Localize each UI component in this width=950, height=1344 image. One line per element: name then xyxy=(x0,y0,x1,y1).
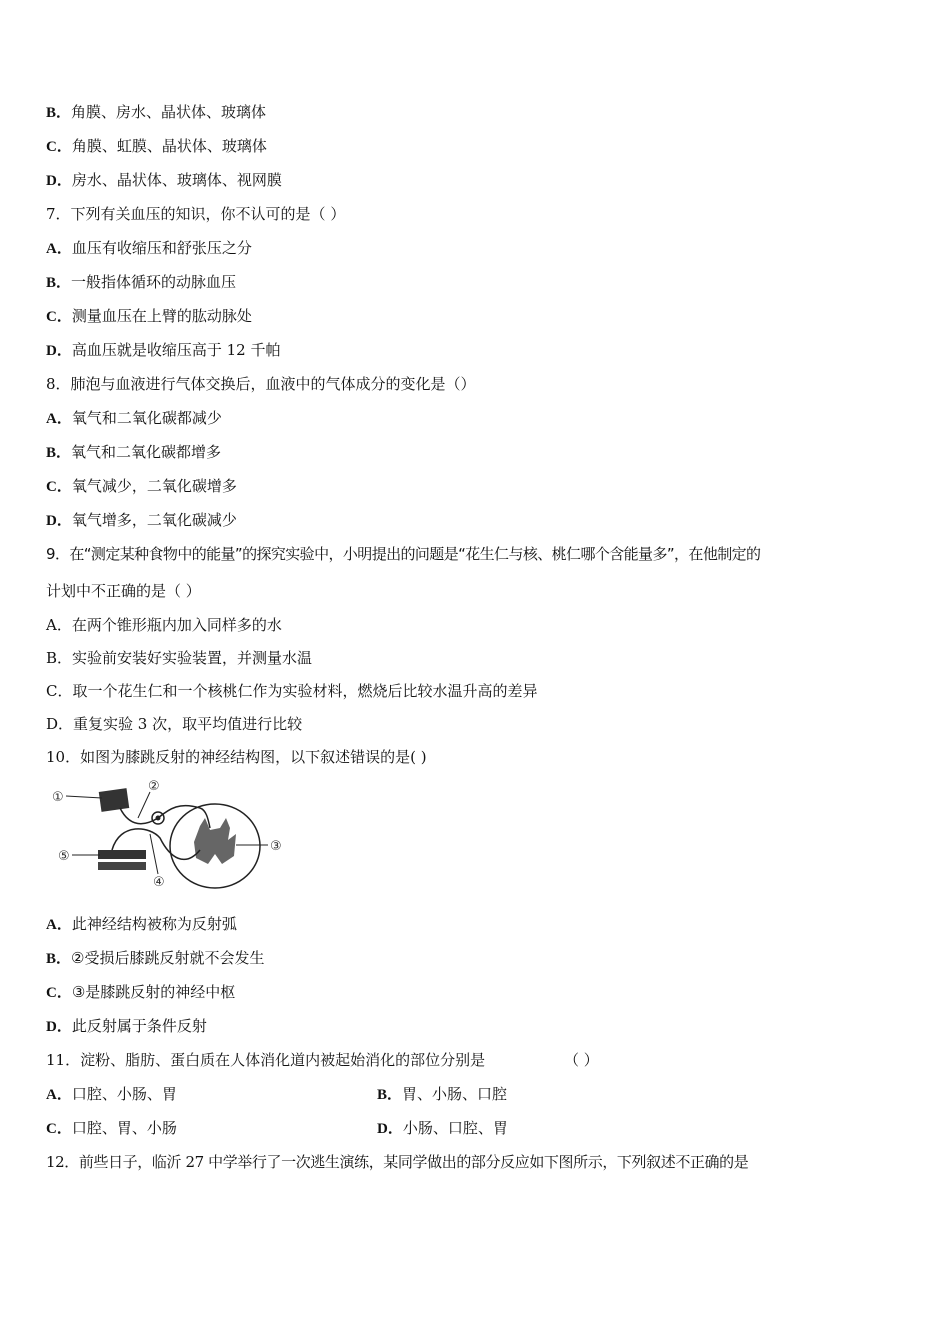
option-label: A． xyxy=(46,411,72,427)
option-label: D． xyxy=(46,1019,72,1035)
option-text: ②受损后膝跳反射就不会发生 xyxy=(71,949,265,967)
option-text: 在两个锥形瓶内加入同样多的水 xyxy=(71,616,282,634)
q11-option-c xyxy=(46,1119,177,1137)
option-label: B． xyxy=(377,1087,403,1103)
option-label: D． xyxy=(46,343,72,359)
option-text: 此神经结构被称为反射弧 xyxy=(71,915,237,933)
option-label: A． xyxy=(46,917,72,933)
option-label: C． xyxy=(46,309,72,325)
q6-option-b xyxy=(46,102,266,123)
option-label: D． xyxy=(46,173,72,189)
option-text: 重复实验 3 次，取平均值进行比较 xyxy=(73,715,303,733)
option-text: 口腔、小肠、胃 xyxy=(71,1085,177,1103)
option-text: 房水、晶状体、玻璃体、视网膜 xyxy=(71,171,282,189)
q8-option-c xyxy=(46,476,237,497)
q9-option-b xyxy=(46,648,312,668)
q10-option-a xyxy=(46,914,237,935)
option-label: D． xyxy=(46,715,74,733)
q10-option-c xyxy=(46,982,235,1003)
option-label: B． xyxy=(46,951,72,967)
q9-option-a xyxy=(46,615,282,635)
option-label: C． xyxy=(46,479,72,495)
option-text: 实验前安装好实验装置，并测量水温 xyxy=(72,649,313,667)
option-text: 高血压就是收缩压高于 12 千帕 xyxy=(71,341,281,359)
option-label: C． xyxy=(46,682,73,700)
option-text: 口腔、胃、小肠 xyxy=(71,1119,177,1137)
option-text: 小肠、口腔、胃 xyxy=(402,1119,508,1137)
option-text: 氧气增多，二氧化碳减少 xyxy=(71,511,237,529)
q7-option-b xyxy=(46,272,236,293)
q9-stem-line2: 计划中不正确的是（ ） xyxy=(46,582,201,600)
q7-option-a xyxy=(46,238,252,259)
q11-option-b xyxy=(377,1084,507,1105)
option-text: 胃、小肠、口腔 xyxy=(402,1085,508,1103)
q7-stem: 7．下列有关血压的知识，你不认可的是（ ） xyxy=(46,205,346,223)
q9-stem-line1: 9．在“测定某种食物中的能量”的探究实验中，小明提出的问题是“花生仁与核、桃仁哪个含能量多”，在他制定的 xyxy=(46,545,761,563)
option-text: 血压有收缩压和舒张压之分 xyxy=(71,239,252,257)
option-label: B． xyxy=(46,105,72,121)
option-text: 氧气减少，二氧化碳增多 xyxy=(71,477,237,495)
option-text: 测量血压在上臂的肱动脉处 xyxy=(71,307,252,325)
option-label: C． xyxy=(46,139,72,155)
option-label: B． xyxy=(46,275,72,291)
q8-option-b xyxy=(46,442,221,463)
option-label: B． xyxy=(46,649,73,667)
figure-label-1: ① xyxy=(52,790,64,805)
q11-stem xyxy=(46,1050,599,1070)
q11-option-a xyxy=(46,1085,177,1103)
q9-option-d xyxy=(46,714,302,734)
option-label: A． xyxy=(46,1087,72,1103)
figure-label-2: ② xyxy=(148,779,160,794)
option-text: 角膜、房水、晶状体、玻璃体 xyxy=(71,103,267,121)
q12-stem: 12．前些日子，临沂 27 中学举行了一次逃生演练，某同学做出的部分反应如下图所示，下列叙述不正确的是 xyxy=(46,1153,749,1171)
q7-option-d xyxy=(46,340,280,361)
option-label: A． xyxy=(46,616,72,634)
reflex-arc-illustration xyxy=(50,778,290,890)
q10-option-d xyxy=(46,1016,207,1037)
figure-label-4: ④ xyxy=(153,875,165,890)
option-label: C． xyxy=(46,1121,72,1137)
figure-label-3: ③ xyxy=(270,839,282,854)
reflex-arc-diagram xyxy=(50,778,290,890)
option-label: D． xyxy=(377,1121,403,1137)
option-label: A． xyxy=(46,241,72,257)
q6-option-d xyxy=(46,170,282,191)
q8-option-d xyxy=(46,510,237,531)
option-text: ③是膝跳反射的神经中枢 xyxy=(71,983,236,1001)
option-text: 此反射属于条件反射 xyxy=(71,1017,207,1035)
option-text: 一般指体循环的动脉血压 xyxy=(71,273,237,291)
option-label: D． xyxy=(46,513,72,529)
q10-option-b xyxy=(46,948,264,969)
option-text: 取一个花生仁和一个核桃仁作为实验材料，燃烧后比较水温升高的差异 xyxy=(72,682,538,700)
option-text: 氧气和二氧化碳都减少 xyxy=(71,409,222,427)
q11-options-row2 xyxy=(46,1118,906,1139)
q8-option-a xyxy=(46,408,222,429)
option-label: B． xyxy=(46,445,72,461)
q11-options-row1 xyxy=(46,1084,906,1105)
q11-stem-text: 11．淀粉、脂肪、蛋白质在人体消化道内被起始消化的部位分别是 xyxy=(46,1051,486,1069)
q7-option-c xyxy=(46,306,252,327)
option-text: 角膜、虹膜、晶状体、玻璃体 xyxy=(71,137,267,155)
option-label: C． xyxy=(46,985,72,1001)
q11-answer-paren: （ ） xyxy=(564,1051,599,1069)
q6-option-c xyxy=(46,136,267,157)
q10-stem: 10．如图为膝跳反射的神经结构图，以下叙述错误的是( ) xyxy=(46,748,427,766)
option-text: 氧气和二氧化碳都增多 xyxy=(71,443,222,461)
figure-label-5: ⑤ xyxy=(58,849,70,864)
q8-stem: 8．肺泡与血液进行气体交换后，血液中的气体成分的变化是（） xyxy=(46,375,476,393)
q11-option-d xyxy=(377,1118,508,1139)
q9-option-c xyxy=(46,681,538,701)
